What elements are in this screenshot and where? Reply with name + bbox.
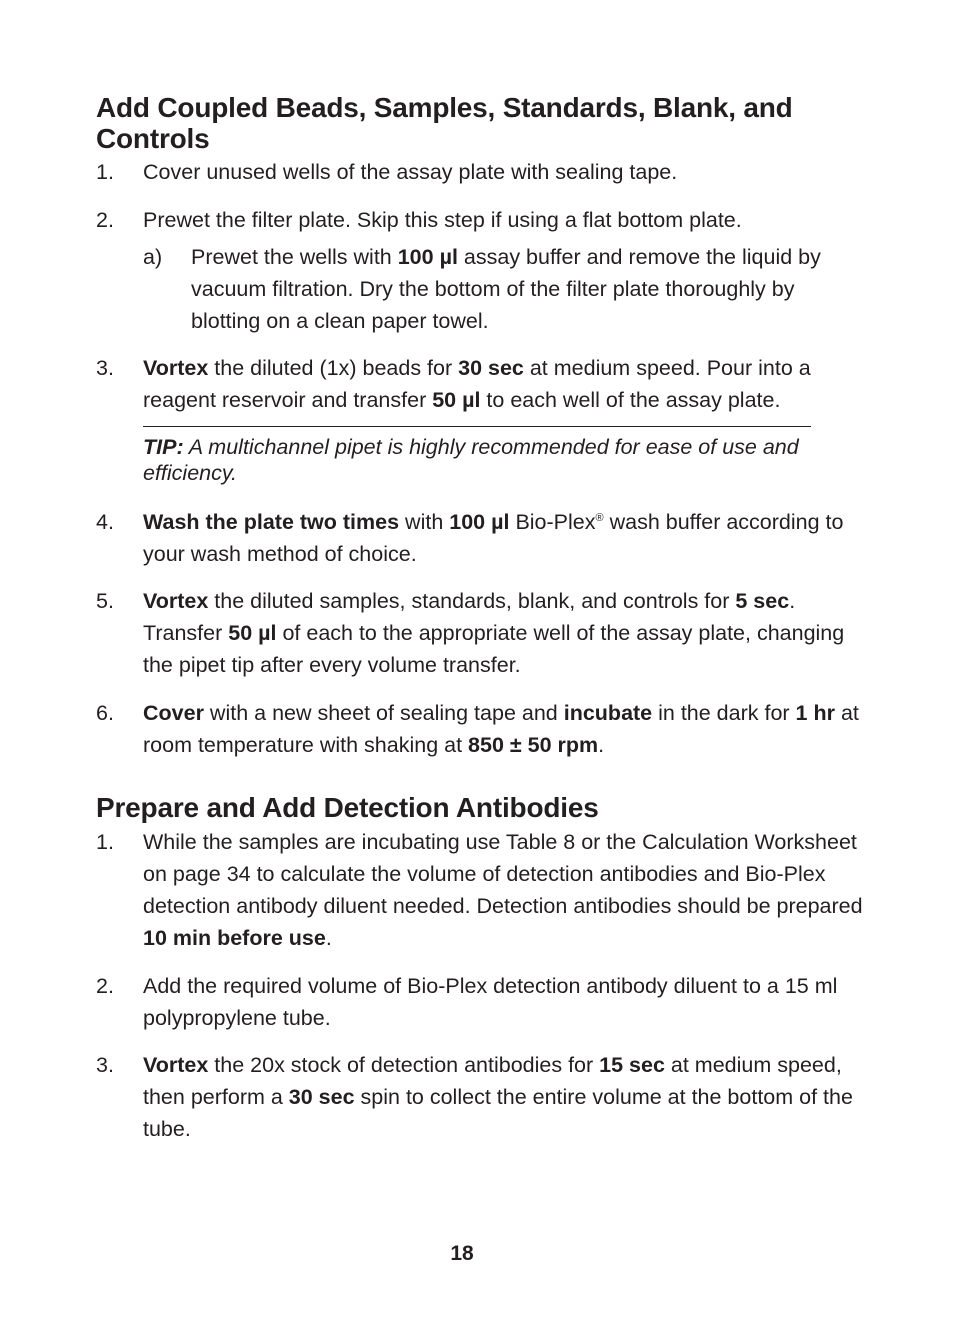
step-number: 5.	[96, 589, 114, 613]
substep-text: Prewet the wells with 100 µl assay buffer and remove the liquid by vacuum filtration. Dry the bottom of the filter plate thoroughly by blotting on a clean paper towel.	[191, 245, 821, 333]
step-number: 2.	[96, 208, 114, 232]
step-number: 1.	[96, 160, 114, 184]
step-text: Cover unused wells of the assay plate with sealing tape.	[143, 160, 678, 184]
step-number: 6.	[96, 701, 114, 725]
step-text: Cover with a new sheet of sealing tape and incubate in the dark for 1 hr at room temperature with shaking at 850 ± 50 rpm.	[143, 701, 859, 757]
tip-label: TIP:	[143, 435, 184, 459]
step-number: 3.	[96, 356, 114, 380]
section-heading-add-coupled-beads: Add Coupled Beads, Samples, Standards, Blank, and Controls	[96, 92, 793, 154]
step-text: Vortex the diluted samples, standards, blank, and controls for 5 sec. Transfer 50 µl of each to the appropriate well of the assay plate, changing the pipet tip after every volume transfer.	[143, 589, 845, 677]
tip-divider	[143, 426, 811, 427]
step-text: Add the required volume of Bio-Plex detection antibody diluent to a 15 ml polypropylene tube.	[143, 974, 838, 1030]
section-heading-detection-antibodies: Prepare and Add Detection Antibodies	[96, 792, 599, 823]
substep-letter: a)	[143, 245, 163, 269]
page-number: 18	[450, 1242, 474, 1265]
step-text: Vortex the 20x stock of detection antibodies for 15 sec at medium speed, then perform a 30 sec spin to collect the entire volume at the bottom of the tube.	[143, 1053, 853, 1141]
registered-mark: ®	[595, 511, 604, 524]
tip-note	[143, 434, 823, 486]
step-text: Prewet the filter plate. Skip this step if using a flat bottom plate.	[143, 208, 742, 232]
step-text: While the samples are incubating use Table 8 or the Calculation Worksheet on page 34 to calculate the volume of detection antibodies and Bio-Plex detection antibody diluent needed. Detection antibodies should be prepared 10 min before use.	[143, 830, 863, 950]
step-text: Wash the plate two times with 100 µl Bio-Plex® wash buffer according to your wash method of choice.	[143, 510, 844, 566]
step-number: 1.	[96, 830, 114, 854]
step-number: 3.	[96, 1053, 114, 1077]
step-number: 2.	[96, 974, 114, 998]
step-text: Vortex the diluted (1x) beads for 30 sec at medium speed. Pour into a reagent reservoir and transfer 50 µl to each well of the assay plate.	[143, 356, 811, 412]
tip-text: A multichannel pipet is highly recommended for ease of use and efficiency.	[143, 435, 799, 485]
step-number: 4.	[96, 510, 114, 534]
